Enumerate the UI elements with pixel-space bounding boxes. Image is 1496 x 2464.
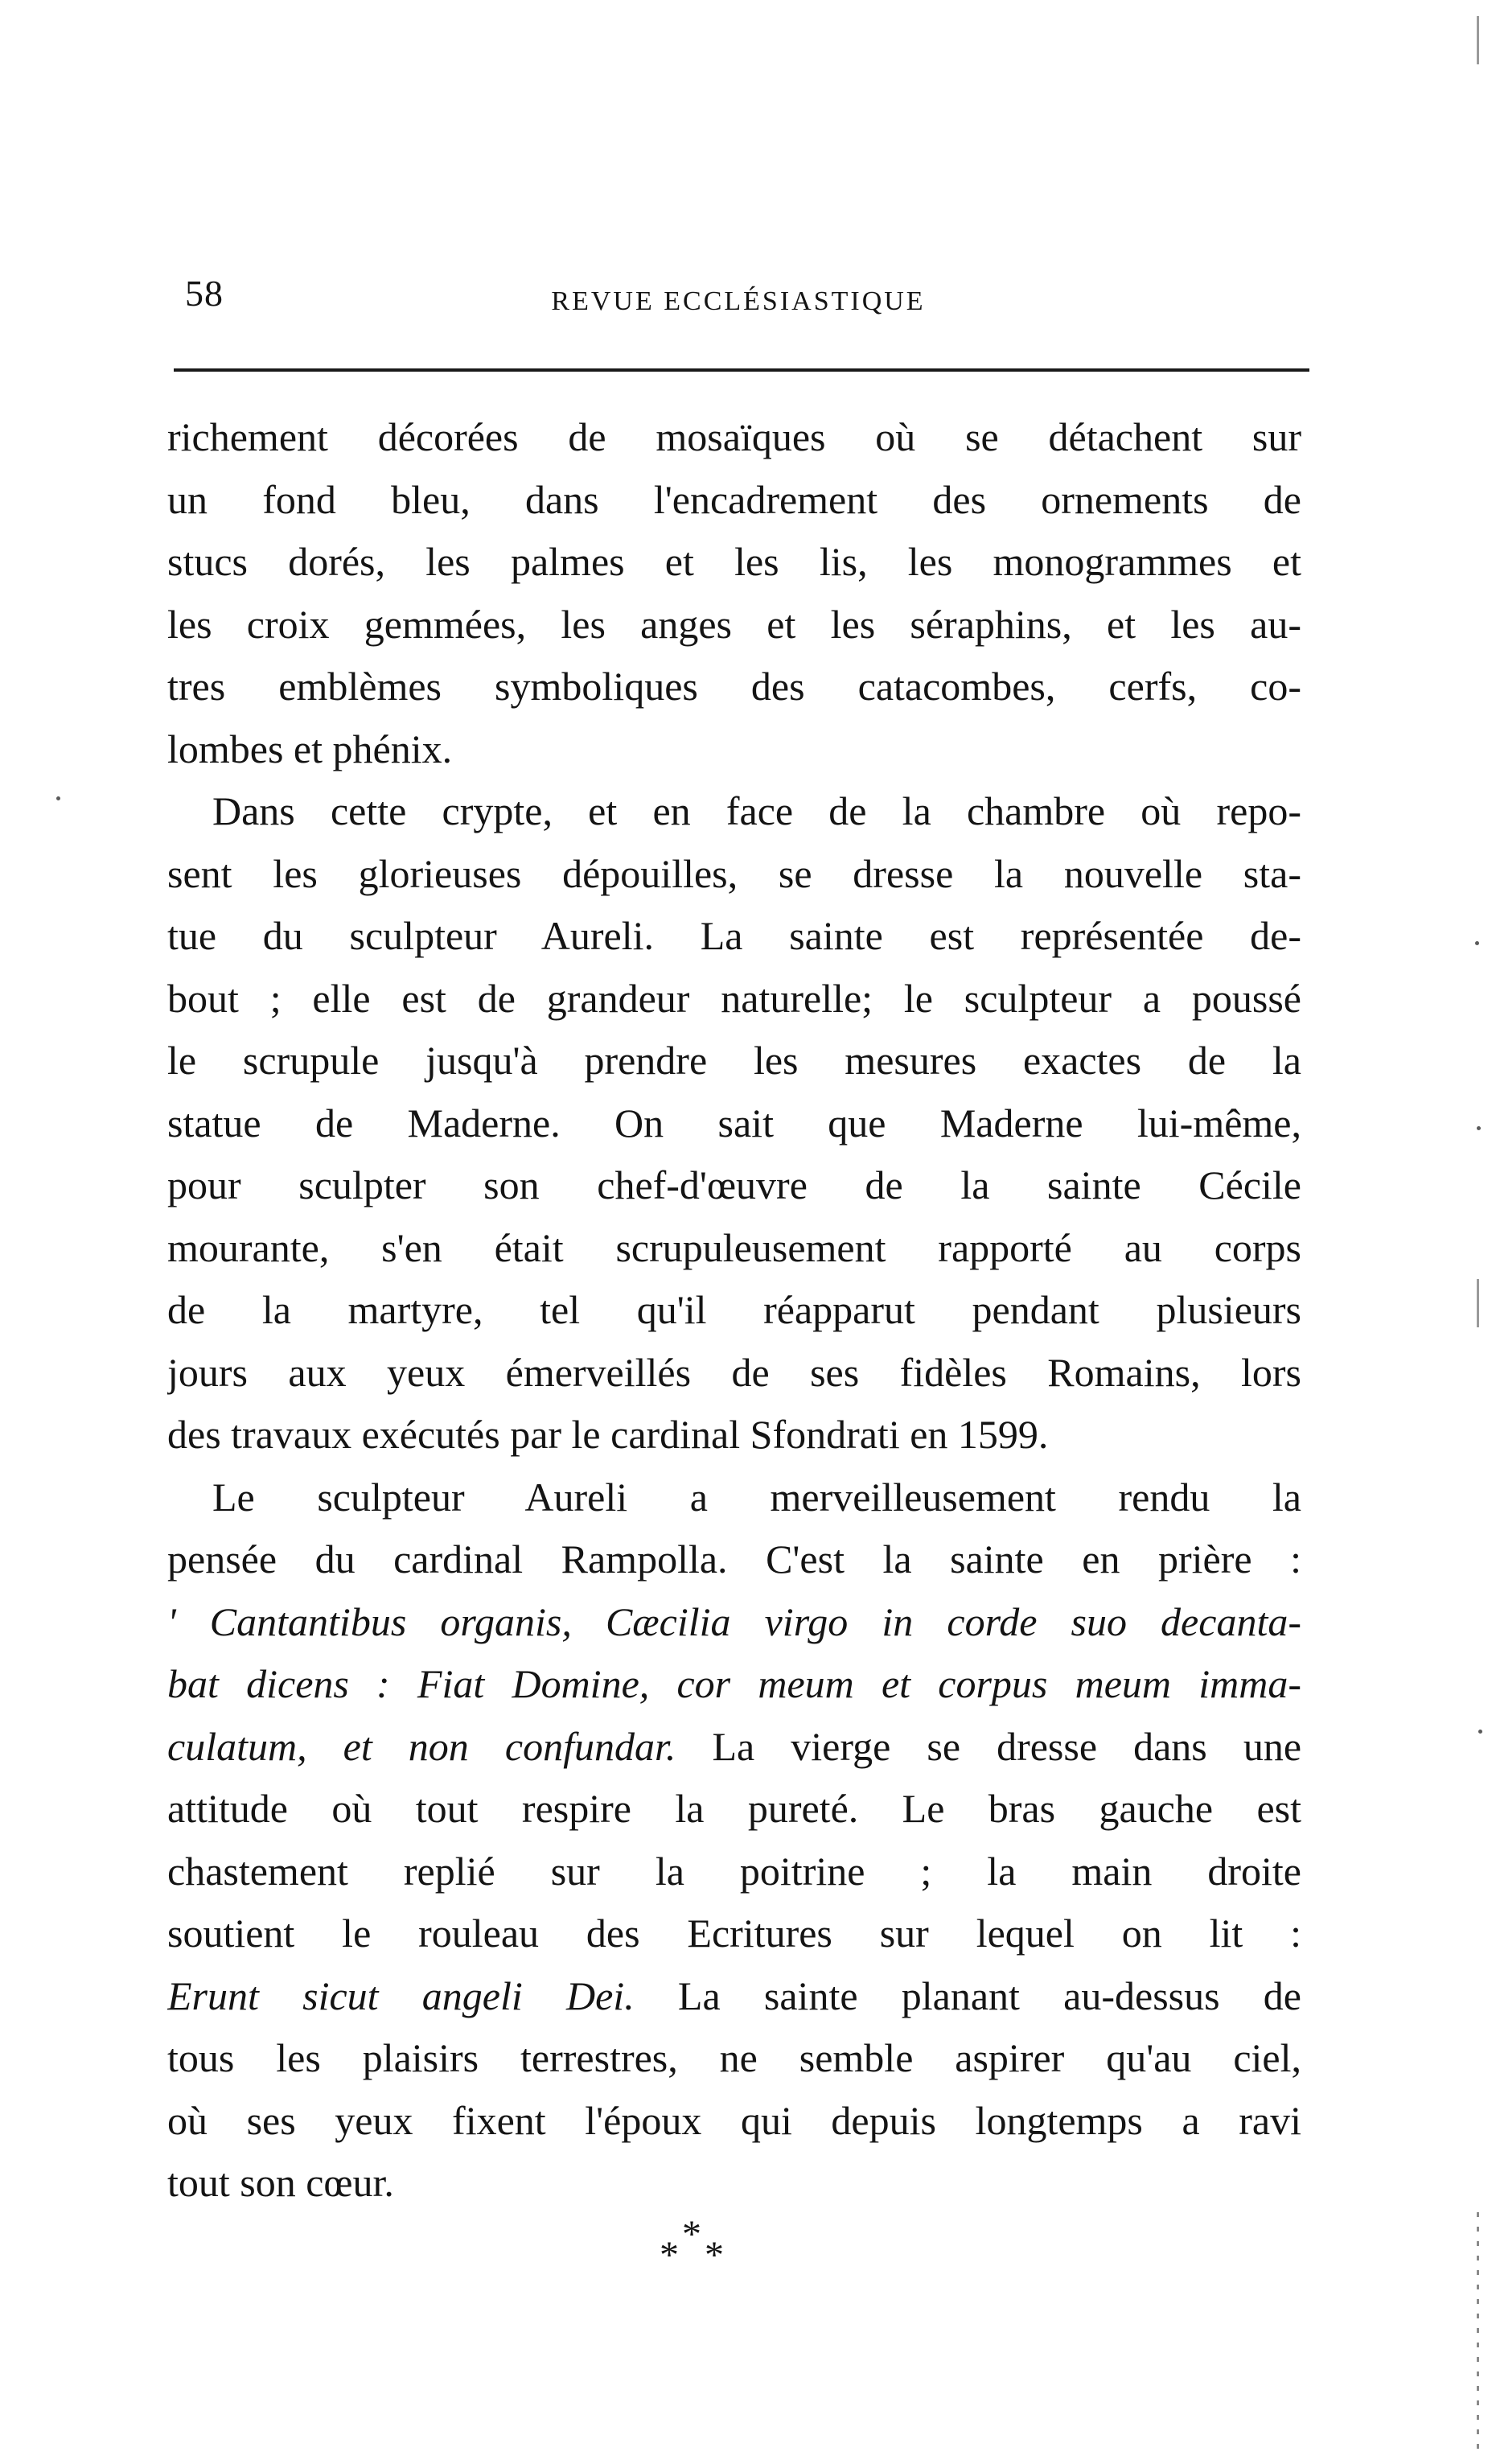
scan-edge-mark bbox=[1477, 1279, 1479, 1327]
text-line: de la martyre, tel qu'il réapparut pendant plusieurs bbox=[167, 1287, 1301, 1332]
text-line: un fond bleu, dans l'encadrement des ornements de bbox=[167, 476, 1301, 522]
text-line: statue de Maderne. On sait que Maderne lui-même, bbox=[167, 1100, 1301, 1146]
text-line: bout ; elle est de grandeur naturelle; le sculpteur a poussé bbox=[167, 975, 1301, 1021]
text-run: La sainte planant au-dessus de bbox=[634, 1972, 1301, 2018]
text-line: tout son cœur. bbox=[167, 2160, 394, 2205]
text-line: mourante, s'en était scrupuleusement rapporté au corps bbox=[167, 1224, 1301, 1270]
text-line: pour sculpter son chef-d'œuvre de la sainte Cécile bbox=[167, 1162, 1301, 1207]
scan-speck bbox=[1475, 941, 1479, 945]
latin-quote-line: bat dicens : Fiat Domine, cor meum et corpus meum imma- bbox=[167, 1661, 1301, 1706]
page-number: 58 bbox=[185, 273, 224, 314]
text-line: soutient le rouleau des Ecritures sur lequel on lit : bbox=[167, 1911, 1301, 1956]
latin-quote-line: ' Cantantibus organis, Cæcilia virgo in corde suo decanta- bbox=[167, 1598, 1301, 1644]
latin-quote-end: culatum, et non confundar. bbox=[167, 1723, 676, 1769]
scroll-inscription: Erunt sicut angeli Dei. bbox=[167, 1972, 635, 2018]
scan-speck bbox=[56, 796, 60, 800]
text-line: chastement replié sur la poitrine ; la main droite bbox=[167, 1848, 1301, 1894]
scan-edge-mark bbox=[1477, 2212, 1479, 2454]
scan-speck bbox=[1478, 1730, 1482, 1734]
running-title: REVUE ECCLÉSIASTIQUE bbox=[551, 286, 926, 316]
text-line: tous les plaisirs terrestres, ne semble aspirer qu'au ciel, bbox=[167, 2035, 1301, 2080]
asterism-star-left: * bbox=[660, 2234, 679, 2277]
scan-edge-mark bbox=[1477, 16, 1479, 64]
text-line: le scrupule jusqu'à prendre les mesures exactes de la bbox=[167, 1038, 1301, 1083]
text-line: les croix gemmées, les anges et les séraphins, et les au- bbox=[167, 601, 1301, 647]
text-run: La vierge se dresse dans une bbox=[676, 1723, 1301, 1769]
page-header bbox=[167, 265, 1309, 322]
text-line: attitude où tout respire la pureté. Le bras gauche est bbox=[167, 1786, 1301, 1831]
scan-speck bbox=[1477, 1126, 1481, 1130]
text-line bbox=[167, 1965, 1301, 2028]
text-line: des travaux exécutés par le cardinal Sfondrati en 1599. bbox=[167, 1412, 1049, 1457]
text-line: jours aux yeux émerveillés de ses fidèles Romains, lors bbox=[167, 1349, 1301, 1395]
asterism-star-right: * bbox=[705, 2234, 724, 2277]
text-line: pensée du cardinal Rampolla. C'est la sainte en prière : bbox=[167, 1536, 1301, 1582]
text-line: lombes et phénix. bbox=[167, 726, 453, 771]
text-line: stucs dorés, les palmes et les lis, les monogrammes et bbox=[167, 539, 1301, 584]
text-line bbox=[167, 1716, 1301, 1779]
text-line: richement décorées de mosaïques où se détachent sur bbox=[167, 414, 1301, 459]
asterism bbox=[660, 2212, 740, 2293]
asterism-star-top: * bbox=[682, 2213, 701, 2256]
text-line: Le sculpteur Aureli a merveilleusement rendu la bbox=[212, 1474, 1301, 1520]
text-line: tue du sculpteur Aureli. La sainte est représentée de- bbox=[167, 913, 1301, 958]
text-line: Dans cette crypte, et en face de la chambre où repo- bbox=[212, 788, 1301, 833]
body-text bbox=[167, 406, 1301, 2215]
text-line: sent les glorieuses dépouilles, se dresse la nouvelle sta- bbox=[167, 850, 1301, 896]
header-rule bbox=[174, 368, 1309, 372]
text-line: tres emblèmes symboliques des catacombes, cerfs, co- bbox=[167, 664, 1301, 709]
text-line: où ses yeux fixent l'époux qui depuis longtemps a ravi bbox=[167, 2097, 1301, 2143]
